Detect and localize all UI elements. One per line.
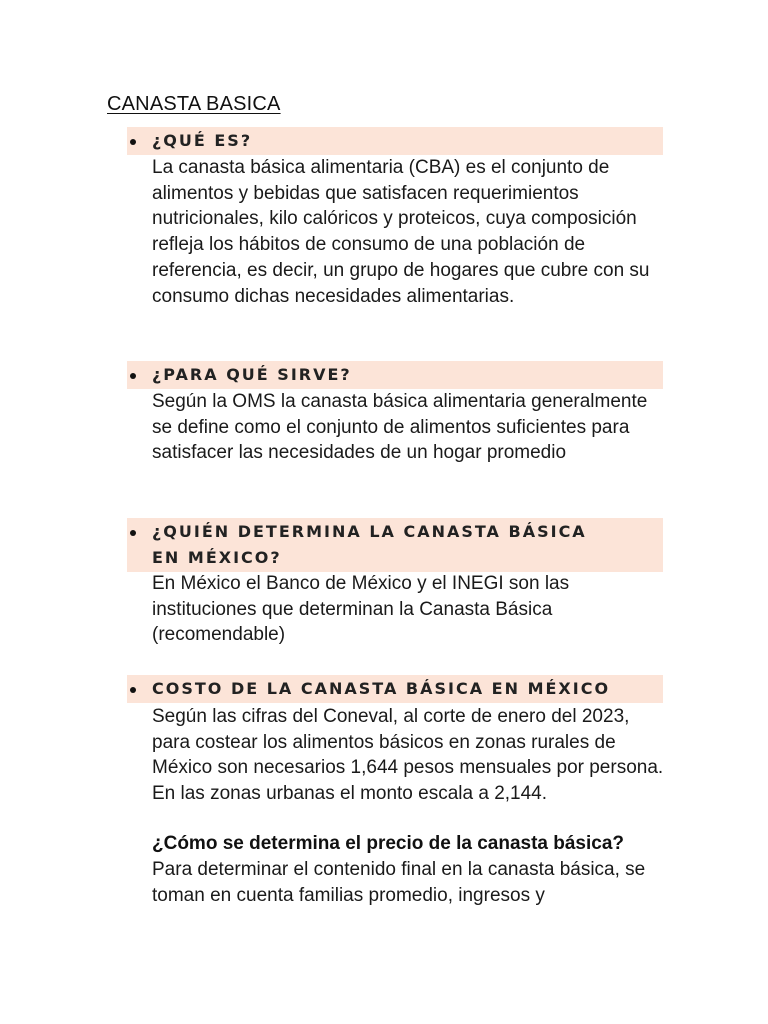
section-2-heading: ¿PARA QUÉ SIRVE?: [152, 365, 352, 384]
section-3-body: En México el Banco de México y el INEGI son las instituciones que determinan la Canasta Básica (recomendable): [152, 573, 570, 646]
section-4-bullet: [130, 687, 136, 693]
subsection-body: Para determinar el contenido final en la canasta básica, se toman en cuenta familias promedio, ingresos y: [152, 859, 646, 906]
section-2-bullet: [130, 373, 136, 379]
document-title: CANASTA BASICA: [107, 93, 281, 115]
section-1-body: La canasta básica alimentaria (CBA) es el conjunto de alimentos y bebidas que satisfacen requerimientos nutricionales, kilo calóricos y proteicos, cuya composición refleja los hábitos de consumo de una población de referencia, es decir, un grupo de hogares que cubre con su consumo dichas necesidades alimentarias.: [152, 157, 650, 307]
section-1-heading: ¿QUÉ ES?: [152, 131, 253, 150]
section-4-body: Según las cifras del Coneval, al corte de enero del 2023, para costear los alimentos básicos en zonas rurales de México son necesarios 1,644 pesos mensuales por persona. En las zonas urbanas el monto escala a 2,144.: [152, 706, 664, 805]
section-3-heading: ¿QUIÉN DETERMINA LA CANASTA BÁSICA EN MÉXICO?: [152, 522, 587, 567]
subsection-heading: ¿Cómo se determina el precio de la canasta básica?: [152, 833, 625, 854]
section-3-bullet: [130, 530, 136, 536]
section-2-body: Según la OMS la canasta básica alimentaria generalmente se define como el conjunto de alimentos suficientes para satisfacer las necesidades de un hogar promedio: [152, 391, 648, 464]
section-4-heading: COSTO DE LA CANASTA BÁSICA EN MÉXICO: [152, 679, 611, 698]
section-1-bullet: [130, 139, 136, 145]
